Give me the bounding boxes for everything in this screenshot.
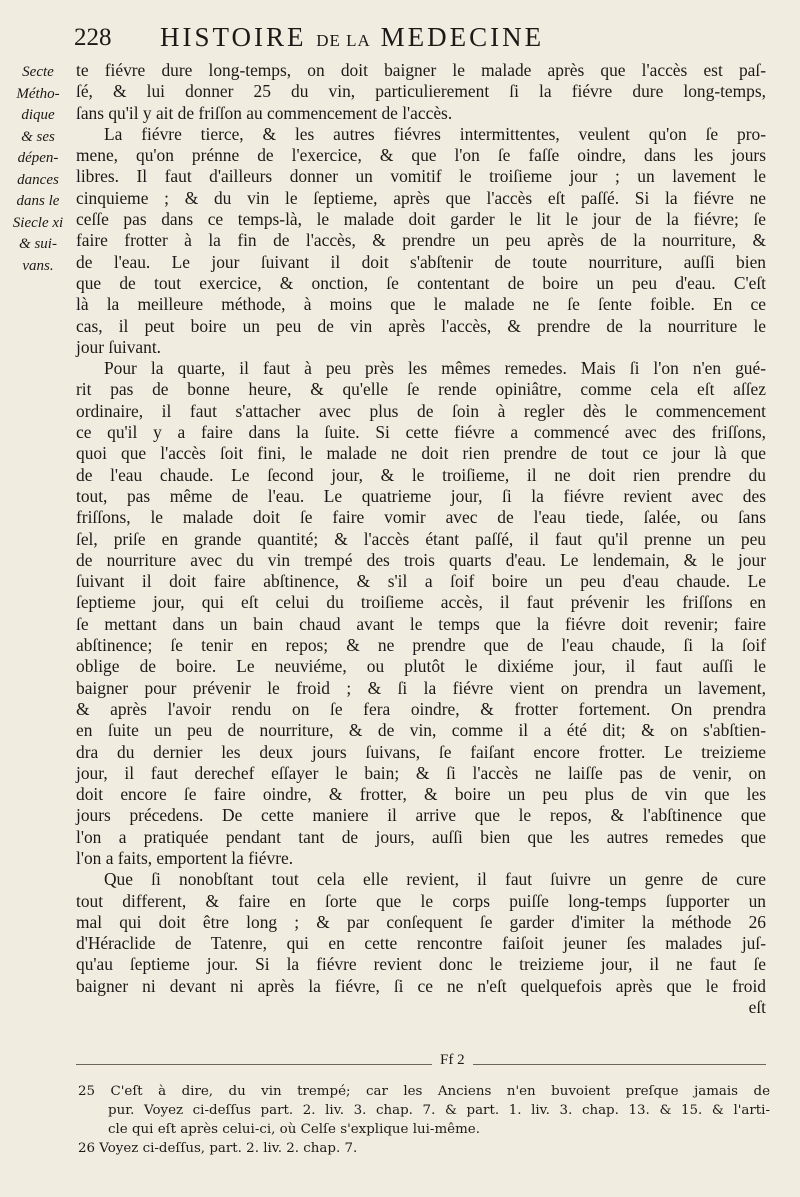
text-line: ſans qu'il y ait de friſſon au commencement de l'accès.	[76, 102, 453, 123]
text-line: faire frotter à la fin de l'accès, & prendre un peu après de la nourriture, &	[76, 230, 766, 251]
text-line: oblige de boire. Le neuviéme, ou plutôt le dixiéme jour, il faut auſſi le	[76, 656, 766, 677]
paragraph-3	[76, 358, 766, 869]
footnote-25	[78, 1082, 770, 1139]
text-line: de nourriture avec du vin trempé des trois quarts d'eau. Le lendemain, & le jour	[76, 549, 766, 570]
margin-note-line: dances	[17, 171, 59, 188]
margin-note-line: vans.	[22, 257, 54, 274]
text-line: ordinaire, il faut s'attacher avec plus de ſoin à regler dès le commencement	[76, 400, 766, 421]
margin-note-line: dépen-	[17, 150, 59, 166]
text-line: en ſuite un peu de nourriture, & de vin, comme il a été dit; & on s'abſtien-	[76, 720, 766, 741]
running-header	[74, 22, 774, 56]
page-number: 228	[74, 24, 112, 51]
text-line: jour, il faut derechef eſſayer le bain; & ſi l'accès ne laiſſe pas de venir, on	[76, 762, 766, 783]
margin-note-line: & ses	[21, 128, 55, 145]
text-line: baigner pour prévenir le froid ; & ſi la fiévre vient on prendra un lavement,	[76, 677, 766, 698]
text-line: cas, il peut boire un peu de vin après l'accès, & prendre de la nourriture le	[76, 315, 766, 336]
text-line: l'on a faits, emportent la fiévre.	[76, 847, 294, 868]
margin-note-line: & sui-	[19, 236, 57, 252]
text-line: de l'eau chaude. Le ſecond jour, & le troiſieme, il ne doit rien prendre du	[76, 464, 766, 485]
body-text	[76, 60, 766, 1018]
text-line: l'on a pratiquée pendant tant de jours, auſſi bien que les autres remedes que	[76, 826, 766, 847]
text-line: jour ſuivant.	[76, 336, 162, 357]
footnote-separator	[76, 1052, 766, 1078]
footnotes	[78, 1082, 770, 1158]
footnote-line: pur. Voyez ci-deſſus part. 2. liv. 3. chap. 7. & part. 1. liv. 3. chap. 13. & 15. & l'arti-	[108, 1103, 770, 1118]
footnote-line: cle qui eſt après celui-ci, où Celſe s'explique lui-même.	[108, 1122, 480, 1137]
margin-note	[4, 62, 72, 277]
text-line: Que ſi nonobſtant tout cela elle revient, il faut ſuivre un genre de cure	[104, 869, 766, 890]
margin-note-line: Métho-	[16, 85, 60, 102]
text-line: que de tout exercice, & onction, ſe contentant de boire un peu d'eau. C'eſt	[76, 272, 766, 293]
text-line: te fiévre dure long-temps, on doit baigner le malade après que l'accès est paſ-	[76, 60, 766, 80]
margin-note-line: Secte	[22, 64, 54, 80]
running-title-part3: MEDECINE	[380, 22, 545, 52]
text-line: tout, pas même de l'eau. Le quatrieme jour, ſi la fiévre revient avec des	[76, 485, 766, 506]
text-line: ſel, priſe en grande quantité; & l'accès étant paſſé, il faut qu'il prenne un peu	[76, 528, 766, 549]
text-line: ſeptieme jour, qui eſt celui du troiſieme accès, il faut prévenir les friſſons en	[76, 592, 766, 613]
text-line: d'Héraclide de Tatenre, qui en cette rencontre faiſoit jeuner ſes malades juſ-	[76, 933, 766, 954]
text-line: Pour la quarte, il faut à peu près les mêmes remedes. Mais ſi l'on n'en gué-	[104, 358, 766, 379]
text-line: de l'eau. Le jour ſuivant il doit s'abſtenir de toute nourriture, auſſi bien	[76, 251, 766, 272]
separator-rule	[76, 1064, 766, 1065]
text-line: baigner ni devant ni après la fiévre, ſi ce ne n'eſt quelquefois après que le froid	[76, 975, 766, 996]
text-line: ſe mettant dans un bain chaud avant le temps que la fiévre doit revenir; faire	[76, 613, 766, 634]
text-line: ce qu'il y a faire dans la ſuite. Si cette fiévre a commencé avec des friſſons,	[76, 422, 766, 443]
text-line: abſtinence; ſe tenir en repos; & ne prendre que de l'eau chaude, ſi la ſoif	[76, 635, 766, 656]
text-line: rit pas de bonne heure, & qu'elle ſe rende opiniâtre, comme cela eſt aſſez	[76, 379, 766, 400]
margin-note-line: dique	[21, 107, 55, 123]
text-line: là la meilleure méthode, à moins que le malade ne ſe ſente foible. En ce	[76, 294, 766, 315]
text-line: dra du dernier les deux jours ſuivans, ſe faiſant encore frotter. Le treizieme	[76, 741, 766, 762]
text-line: & après l'avoir rendu on ſe fera oindre, & frotter fortement. On prendra	[76, 698, 766, 719]
catchword: eſt	[748, 997, 766, 1018]
text-line: mene, qu'on prénne de l'exercice, & que l'on ſe faſſe oindre, dans les jours	[76, 145, 766, 166]
footnote-26	[78, 1139, 770, 1158]
text-line: quoi que l'accès ſoit fini, le malade ne doit rien prendre de tout ce jour là que	[76, 443, 766, 464]
footnote-line: 26 Voyez ci-deſſus, part. 2. liv. 2. chap. 7.	[78, 1141, 358, 1156]
margin-note-line: dans le	[16, 193, 60, 209]
text-line: jours précedens. De cette maniere il arrive que le repos, & l'abſtinence que	[76, 805, 766, 826]
signature-mark: Ff 2	[432, 1052, 473, 1069]
margin-note-line: Siecle xi	[12, 214, 64, 231]
text-line: cinquieme ; & du vin le ſeptieme, après que l'accès eſt paſſé. Si la fiévre ne	[76, 187, 766, 208]
text-line: ſuivant il doit faire abſtinence, & s'il a ſoif boire un peu d'eau chaude. Le	[76, 571, 766, 592]
paragraph-1	[76, 60, 766, 124]
running-title-part1: HISTOIRE	[160, 22, 307, 52]
footnote-line: 25 C'eſt à dire, du vin trempé; car les Anciens n'en buvoient preſque jamais de	[78, 1084, 770, 1099]
text-line: qu'au ſeptieme jour. Si la fiévre revient donc le treizieme jour, il ne faut ſe	[76, 954, 766, 975]
text-line: mal qui doit être long ; & par conſequent ſe garder d'imiter la méthode 26	[76, 911, 766, 932]
text-line: ceſſe pas dans ce temps-là, le malade doit garder le lit le jour de la fiévre; ſe	[76, 209, 766, 230]
text-line: friſſons, le malade doit ſe faire vomir avec de l'eau tiede, ſalée, ou ſans	[76, 507, 766, 528]
running-title-part2: DE LA	[316, 31, 371, 50]
text-line: ſé, & lui donner 25 du vin, particulierement ſi la fiévre dure long-temps,	[76, 81, 766, 102]
text-line: libres. Il faut d'ailleurs donner un vomitif le troiſieme jour ; un lavement le	[76, 166, 766, 187]
paragraph-2	[76, 124, 766, 358]
paragraph-4	[76, 869, 766, 1018]
text-line: La fiévre tierce, & les autres fiévres intermittentes, veulent qu'on ſe pro-	[104, 123, 766, 144]
text-line: tout different, & faire en ſorte que le corps puiſſe long-temps ſupporter un	[76, 890, 766, 911]
running-title	[160, 22, 544, 53]
text-line: doit encore ſe faire oindre, & frotter, & boire un peu plus de vin que les	[76, 784, 766, 805]
